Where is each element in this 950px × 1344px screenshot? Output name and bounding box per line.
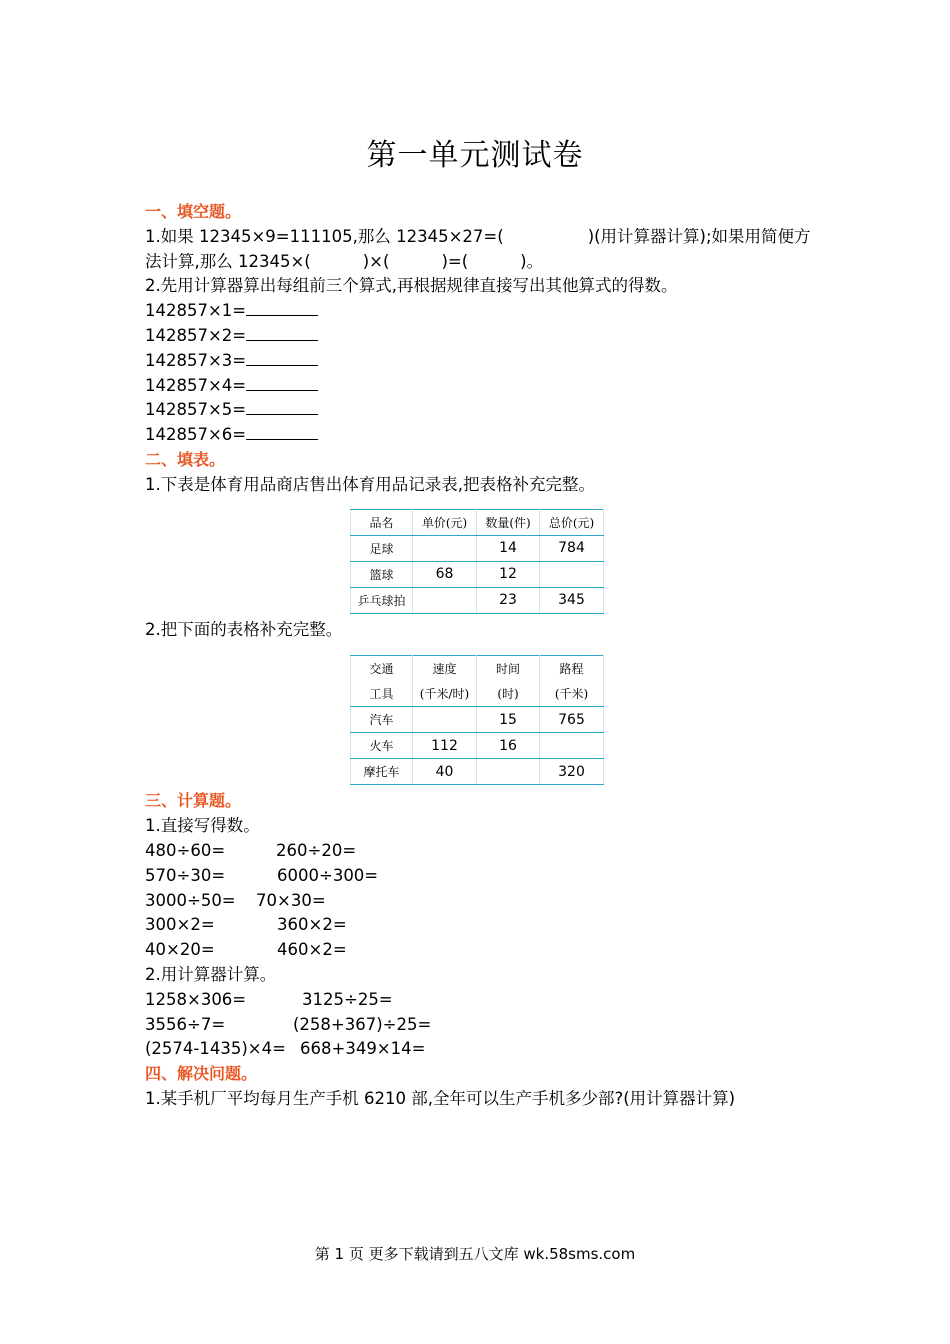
calc-row: [145, 988, 815, 1013]
q1-text-e: )=(: [441, 251, 469, 271]
page-title: 第一单元测试卷: [366, 138, 584, 173]
calc-item: 3000÷50=: [145, 890, 236, 910]
question-2-1: 1.下表是体育用品商店售出体育用品记录表,把表格补充完整。: [145, 474, 595, 494]
table-cell: 摩托车: [351, 759, 413, 785]
table-cell: 火车: [351, 733, 413, 759]
table-header-cell: 总价(元): [540, 509, 604, 535]
equation: 142857×3=: [145, 350, 247, 370]
table-header-row: [351, 681, 604, 707]
table-header-cell: 工具: [351, 681, 413, 707]
calc-item: 460×2=: [277, 940, 347, 960]
q1-text-c: 法计算,那么 12345×(: [145, 251, 311, 271]
calc-item: (2574-1435)×4=: [145, 1039, 286, 1059]
table-cell: 784: [540, 535, 604, 561]
table-header-row: [351, 509, 604, 535]
table-cell: 765: [540, 707, 604, 733]
table-header-cell: 数量(件): [477, 509, 540, 535]
table-cell: 112: [413, 733, 477, 759]
q1-text-b: )(用计算器计算);如果用简便方: [587, 226, 811, 246]
table-cell: 320: [540, 759, 604, 785]
equation: 142857×4=: [145, 375, 247, 395]
table-cell: 14: [477, 535, 540, 561]
answer-line[interactable]: [246, 326, 318, 341]
table-cell: 68: [413, 561, 477, 587]
table-header-cell: (时): [477, 681, 540, 707]
question-1-1-line2: [145, 250, 815, 275]
question-4-1: 1.某手机厂平均每月生产手机 6210 部,全年可以生产手机多少部?(用计算器计算): [145, 1088, 736, 1108]
equation: 142857×1=: [145, 301, 247, 321]
table-cell[interactable]: [540, 561, 604, 587]
answer-line[interactable]: [246, 376, 318, 391]
table-row: [351, 561, 604, 587]
equation: 142857×6=: [145, 425, 247, 445]
table-cell[interactable]: [413, 535, 477, 561]
answer-line[interactable]: [246, 400, 318, 415]
table-cell: 篮球: [351, 561, 413, 587]
answer-line[interactable]: [246, 425, 318, 440]
section4-heading: 四、解决问题。: [145, 1064, 258, 1084]
page-footer: 第 1 页 更多下载请到五八文库 wk.58sms.com: [314, 1245, 636, 1263]
calc-item: 260÷20=: [276, 840, 357, 860]
equation-row: [145, 398, 815, 423]
equation: 142857×2=: [145, 325, 247, 345]
section1-heading: 一、填空题。: [145, 202, 242, 221]
calc-row: [145, 938, 815, 963]
equation-row: [145, 423, 815, 448]
table-cell[interactable]: [413, 587, 477, 613]
table1-wrapper: [350, 509, 815, 614]
q1-text-d: )×(: [362, 251, 390, 271]
table-row: [351, 733, 604, 759]
calc-row: [145, 839, 815, 864]
calc-row: [145, 1037, 815, 1062]
equation: 142857×5=: [145, 400, 247, 420]
calc-item: 70×30=: [256, 890, 326, 910]
transport-table: [350, 655, 604, 785]
table-cell[interactable]: [540, 733, 604, 759]
section3-heading: 三、计算题。: [145, 791, 242, 811]
table-cell[interactable]: [477, 759, 540, 785]
calc-item: 360×2=: [277, 915, 347, 935]
table2-wrapper: [350, 655, 815, 785]
table-cell[interactable]: [413, 707, 477, 733]
question-3-2: 2.用计算器计算。: [145, 964, 277, 984]
table-row: [351, 535, 604, 561]
table-header-cell: (千米/时): [413, 681, 477, 707]
table-row: [351, 587, 604, 613]
table-header-cell: (千米): [540, 681, 604, 707]
table-header-cell: 速度: [413, 656, 477, 682]
q1-text-a: 1.如果 12345×9=111105,那么 12345×27=(: [145, 226, 504, 246]
table-header-cell: 路程: [540, 656, 604, 682]
table-cell: 345: [540, 587, 604, 613]
question-3-1: 1.直接写得数。: [145, 816, 260, 836]
calc-item: 480÷60=: [145, 840, 226, 860]
equation-row: [145, 349, 815, 374]
calc-item: 40×20=: [145, 940, 215, 960]
table-header-cell: 单价(元): [413, 509, 477, 535]
table-header-cell: 品名: [351, 509, 413, 535]
calc-row: [145, 913, 815, 938]
table-cell: 12: [477, 561, 540, 587]
worksheet-body: [145, 200, 815, 1112]
calc-row: [145, 1013, 815, 1038]
equation-row: [145, 374, 815, 399]
calc-item: 668+349×14=: [300, 1039, 426, 1059]
table-row: [351, 707, 604, 733]
answer-line[interactable]: [246, 351, 318, 366]
calc-item: 6000÷300=: [277, 865, 379, 885]
question-1-2: 2.先用计算器算出每组前三个算式,再根据规律直接写出其他算式的得数。: [145, 276, 678, 296]
calc-row: [145, 864, 815, 889]
table-cell: 汽车: [351, 707, 413, 733]
table-cell: 乒乓球拍: [351, 587, 413, 613]
question-2-2: 2.把下面的表格补充完整。: [145, 619, 343, 639]
calc-item: 300×2=: [145, 915, 215, 935]
question-1-1-line1: [145, 225, 815, 250]
calc-item: 3125÷25=: [302, 989, 393, 1009]
equation-row: [145, 299, 815, 324]
equation-row: [145, 324, 815, 349]
calc-row: [145, 889, 815, 914]
calc-item: 3556÷7=: [145, 1014, 226, 1034]
answer-line[interactable]: [246, 301, 318, 316]
calc-item: (258+367)÷25=: [293, 1014, 432, 1034]
table-cell: 40: [413, 759, 477, 785]
table-cell: 足球: [351, 535, 413, 561]
table-cell: 15: [477, 707, 540, 733]
table-cell: 23: [477, 587, 540, 613]
q1-text-f: )。: [520, 251, 544, 271]
calc-item: 570÷30=: [145, 865, 226, 885]
sales-table: [350, 509, 604, 614]
table-row: [351, 759, 604, 785]
table-header-cell: 交通: [351, 656, 413, 682]
section2-heading: 二、填表。: [145, 449, 226, 469]
table-header-cell: 时间: [477, 656, 540, 682]
table-cell: 16: [477, 733, 540, 759]
table-header-row: [351, 656, 604, 682]
calc-item: 1258×306=: [145, 989, 247, 1009]
